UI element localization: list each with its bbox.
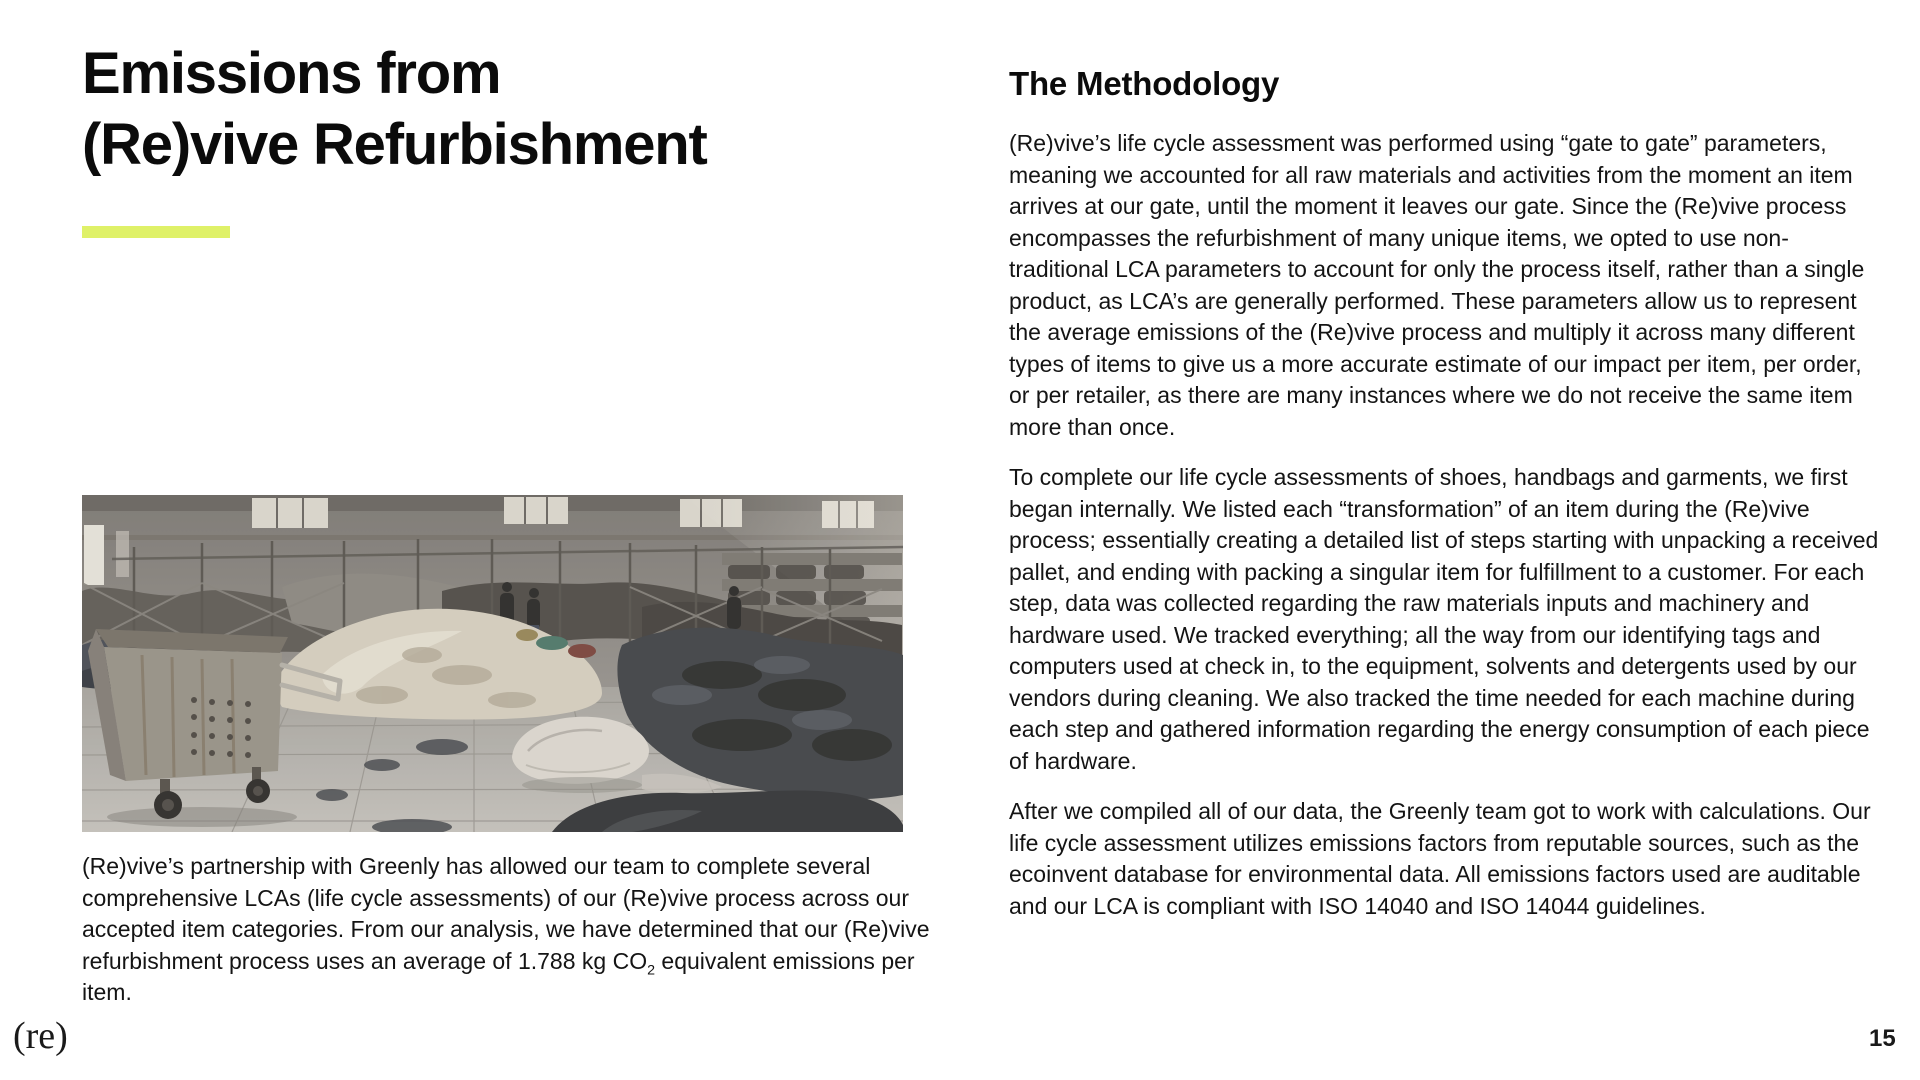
warehouse-photo-illustration [82,495,903,832]
page-number: 15 [1869,1025,1896,1052]
methodology-paragraph-1: (Re)vive’s life cycle assessment was performed using “gate to gate” parameters, meaning we accounted for all raw materials and activities from the moment an item arrives at our gate, until the moment it leaves our gate. Since the (Re)vive process encompasses the refurbishment of many unique items, we opted to use non-traditional LCA parameters to account for only the process itself, rather than a single product, as LCA’s are generally performed. These parameters allow us to represent the average emissions of the (Re)vive process and multiply it across many different types of items to give us a more accurate estimate of our impact per item, per order, or per retailer, as there are many instances where we do not receive the same item more than once. [1009,130,1865,440]
co2-subscript: 2 [647,962,656,979]
photo-caption [82,851,944,1009]
page-title-line-2: (Re)vive Refurbishment [82,112,707,177]
methodology-heading: The Methodology [1009,65,1280,102]
accent-underline-bar [82,226,230,238]
page-title [82,38,707,180]
methodology-paragraph-3: After we compiled all of our data, the Greenly team got to work with calculations. Our life cycle assessment utilizes emissions factors from reputable sources, such as the ecoinvent database for environmental data. All emissions factors used are auditable and our LCA is compliant with ISO 14040 and ISO 14044 guidelines. [1009,798,1871,919]
right-column [1009,64,1887,941]
page-title-line-1: Emissions from [82,41,501,106]
caption-text-end: equivalent emissions per item. [82,947,915,1005]
warehouse-photo [82,495,903,832]
re-logo: (re) [13,1015,68,1057]
methodology-paragraph-2: To complete our life cycle assessments of shoes, handbags and garments, we first began internally. We listed each “transformation” of an item during the (Re)vive process; essentially creating a detailed list of steps starting with unpacking a received pallet, and ending with packing a singular item for fulfillment to a customer. For each step, data was collected regarding the raw materials inputs and machinery and hardware used. We tracked everything; all the way from our identifying tags and computers used at check in, to the equipment, solvents and detergents used by our vendors during cleaning. We also tracked the time needed for each machine during each step and gathered information regarding the energy consumption of each piece of hardware. [1009,464,1879,774]
caption-text-start: (Re)vive’s partnership with Greenly has allowed our team to complete several comprehensive LCAs (life cycle assessments) of our (Re)vive process across our accepted item categories. From our analysis, we have determined that our (Re)vive refurbishment process uses an average of 1.788 kg CO [82,853,930,974]
